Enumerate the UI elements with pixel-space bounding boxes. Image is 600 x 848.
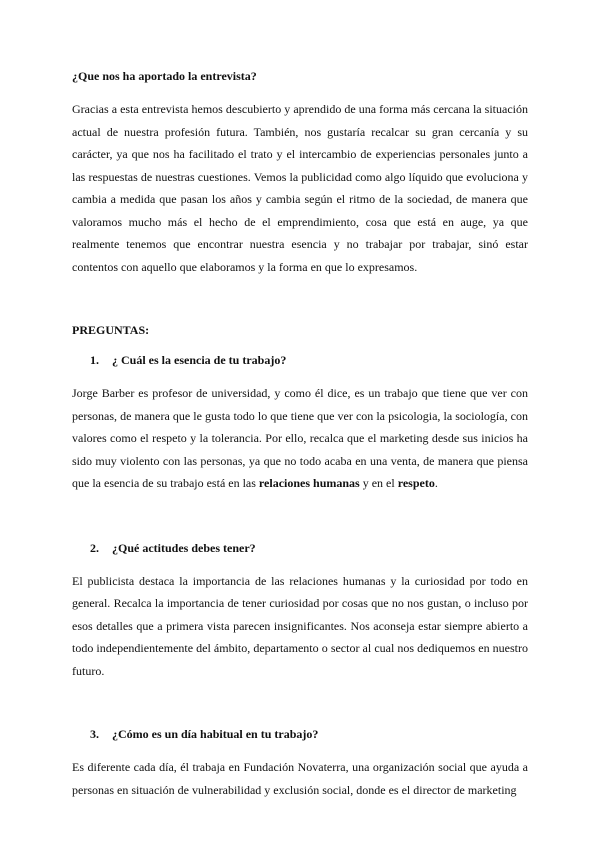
question-1-answer — [72, 382, 528, 495]
question-3-answer: Es diferente cada día, él trabaja en Fundación Novaterra, una organización social que ayuda a personas en situación de vulnerabilidad y exclusión social, donde es el director de marketing — [72, 760, 528, 797]
question-2-heading — [90, 540, 528, 556]
spacer — [72, 495, 528, 540]
question-1-heading — [90, 352, 528, 368]
interview-takeaways-heading: ¿Que nos ha aportado la entrevista? — [72, 69, 257, 83]
spacer — [72, 682, 528, 726]
question-1-title: ¿ Cuál es la esencia de tu trabajo? — [112, 353, 287, 367]
question-1-answer-text: Jorge Barber es profesor de universidad, y como él dice, es un trabajo que tiene que ver con personas, de manera que le gusta todo lo que tiene que ver con la psicologia, la sociología, con valores como el respeto y la tolerancia. Por ello, recalca que el marketing desde sus inicios ha sido muy violento con las personas, ya que no todo acaba en una venta, de manera que piensa que la esencia de su trabajo está en las — [72, 386, 528, 490]
question-2-number: 2. — [90, 540, 99, 555]
question-3-number: 3. — [90, 727, 99, 741]
question-1-number: 1. — [90, 353, 99, 367]
question-2-title: ¿Qué actitudes debes tener? — [112, 540, 256, 555]
question-1-bold-respect: respeto — [397, 476, 435, 490]
interview-takeaways-paragraph: Gracias a esta entrevista hemos descubierto y aprendido de una forma más cercana la situación actual de nuestra profesión futura. También, nos gustaría recalcar su gran cercanía y su carácter, ya que nos ha facilitado el trato y el intercambio de experiencias personales junto a las respuestas de nuestras cuestiones. Vemos la publicidad como algo líquido que evoluciona y cambia a medida que pasan los años y cambia según el ritmo de la sociedad, de manera que valoramos mucho más el hecho de el emprendimiento, cosa que está en auge, ya que realmente tenemos que encontrar nuestra esencia y no trabajar por trabajar, sinó estar contentos con aquello que elaboramos y la forma en que lo expresamos. — [72, 102, 528, 274]
questions-section-label: PREGUNTAS: — [72, 323, 150, 337]
question-3-title: ¿Cómo es un día habitual en tu trabajo? — [112, 727, 319, 741]
question-1-answer-end: . — [434, 476, 438, 490]
question-3-heading — [90, 726, 528, 742]
question-1-answer-connector: y en el — [359, 476, 398, 490]
question-2-answer: El publicista destaca la importancia de las relaciones humanas y la curiosidad por todo en general. Recalca la importancia de tener curiosidad por cosas que no nos gustan, o incluso por esos detalles que a primera vista parecen insignificantes. Nos aconseja estar siempre abierto a todo independientemente del ámbito, departamento o sector al cual nos dediquemos en nuestro futuro. — [72, 573, 528, 678]
question-1-bold-human-relations: relaciones humanas — [258, 476, 360, 490]
